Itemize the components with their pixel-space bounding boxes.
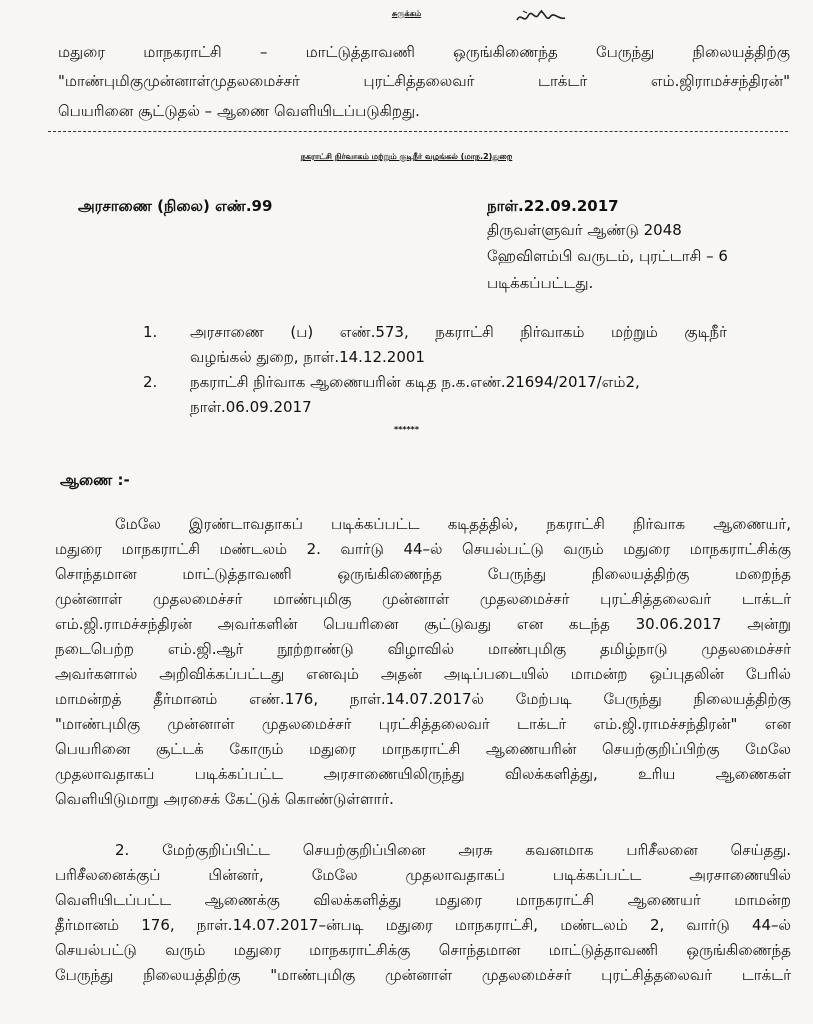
divider-line [48, 131, 788, 132]
paragraph-1-line: மதுரை மாநகராட்சி மண்டலம் 2. வார்டு 44–ல் செயல்பட்டு வரும் மதுரை மாநகராட்சிக்கு [55, 540, 791, 558]
paragraph-1-line: எம்.ஜி.ராமச்சந்திரன் அவர்களின் பெயரினை சூட்டுவது என கடந்த 30.06.2017 அன்று [55, 615, 791, 633]
paragraph-1-line: மேலே இரண்டாவதாகப் படிக்கப்பட்ட கடிதத்தில், நகராட்சி நிர்வாக ஆணையர், [115, 515, 791, 533]
order-number: அரசாணை (நிலை) எண்.99 [78, 197, 273, 215]
paragraph-1-line: சொந்தமான மாட்டுத்தாவணி ஒருங்கிணைந்த பேருந்து நிலையத்திற்கு மறைந்த [55, 565, 791, 583]
tamil-month-date: ஹேவிளம்பி வருடம், புரட்டாசி – 6 [487, 247, 728, 265]
reference-number: 2. [143, 373, 158, 391]
thiruvalluvar-year: திருவள்ளுவர் ஆண்டு 2048 [487, 221, 682, 239]
reference-1-line-1: அரசாணை (ப) எண்.573, நகராட்சி நிர்வாகம் மற்றும் குடிநீர் [190, 323, 727, 341]
paragraph-1-line: முதலாவதாகப் படிக்கப்பட்ட அரசாணையிலிருந்து விலக்களித்து, உரிய ஆணைகள் [55, 765, 791, 783]
paragraph-2-line: 2. மேற்குறிப்பிட்ட செயற்குறிப்பினை அரசு கவனமாக பரிசீலனை செய்தது. [115, 841, 791, 859]
reference-number: 1. [143, 323, 158, 341]
reference-2-line-2: நாள்.06.09.2017 [190, 398, 312, 416]
reference-2-line-1: நகராட்சி நிர்வாக ஆணையரின் கடித ந.க.எண்.21694/2017/எம்2, [190, 373, 640, 391]
paragraph-1-line: பெயரினை சூட்டக் கோரும் மதுரை மாநகராட்சி ஆணையரின் செயற்குறிப்பிற்கு மேலே [55, 740, 791, 758]
summary-heading: சுருக்கம் [391, 9, 422, 18]
paragraph-1-line: அவர்களால் அறிவிக்கப்பட்டது எனவும் அதன் அடிப்படையில் மாமன்ற ஒப்புதலின் பேரில் [55, 665, 791, 683]
department-title: நகராட்சி நிர்வாகம் மற்றும் குடிநீர் வழங்கல் (மாந.2)துறை [300, 152, 513, 161]
paragraph-1-line: "மாண்புமிகு முன்னாள் முதலமைச்சர் புரட்சித்தலைவர் டாக்டர் எம்.ஜி.ராமச்சந்திரன்" என [55, 715, 791, 733]
order-date: நாள்.22.09.2017 [487, 197, 619, 215]
paragraph-1-line: முன்னாள் முதலமைச்சர் மாண்புமிகு முன்னாள் முதலமைச்சர் புரட்சித்தலைவர் டாக்டர் [55, 590, 791, 608]
read-label: படிக்கப்பட்டது. [487, 274, 594, 292]
paragraph-2-line: தீர்மானம் 176, நாள்.14.07.2017–ன்படி மதுரை மாநகராட்சி, மண்டலம் 2, வார்டு 44–ல் [55, 916, 791, 934]
summary-line-1: மதுரை மாநகராட்சி – மாட்டுத்தாவணி ஒருங்கிணைந்த பேருந்து நிலையத்திற்கு [58, 43, 790, 61]
reference-1-line-2: வழங்கல் துறை, நாள்.14.12.2001 [190, 348, 425, 366]
paragraph-2-line: வெளியிடப்பட்ட ஆணைக்கு விலக்களித்து மதுரை மாநகராட்சி ஆணையர் மாமன்ற [55, 891, 791, 909]
paragraph-1-line: நடைபெற்ற எம்.ஜி.ஆர் நூற்றாண்டு விழாவில் மாண்புமிகு தமிழ்நாடு முதலமைச்சர் [55, 640, 791, 658]
separator-stars: ****** [393, 425, 420, 434]
paragraph-1-line: வெளியிடுமாறு அரசைக் கேட்டுக் கொண்டுள்ளார். [55, 790, 394, 808]
paragraph-2-line: பரிசீலனைக்குப் பின்னர், மேலே முதலாவதாகப் படிக்கப்பட்ட அரசாணையில் [55, 866, 791, 884]
order-label: ஆணை :- [60, 471, 130, 489]
paragraph-2-line: பேருந்து நிலையத்திற்கு "மாண்புமிகு முன்னாள் முதலமைச்சர் புரட்சித்தலைவர் டாக்டர் [55, 966, 791, 984]
paragraph-2-line: செயல்பட்டு வரும் மதுரை மாநகராட்சிக்கு சொந்தமான மாட்டுத்தாவணி ஒருங்கிணைந்த [55, 941, 791, 959]
summary-line-2: "மாண்புமிகுமுன்னாள்முதலமைச்சர் புரட்சித்தலைவர் டாக்டர் எம்.ஜிராமச்சந்திரன்" [58, 72, 790, 90]
summary-line-3: பெயரினை சூட்டுதல் – ஆணை வெளியிடப்படுகிறது. [58, 102, 420, 120]
handwritten-mark-icon [515, 8, 567, 26]
paragraph-1-line: மாமன்றத் தீர்மானம் எண்.176, நாள்.14.07.2017ல் மேற்படி பேருந்து நிலையத்திற்கு [55, 690, 791, 708]
